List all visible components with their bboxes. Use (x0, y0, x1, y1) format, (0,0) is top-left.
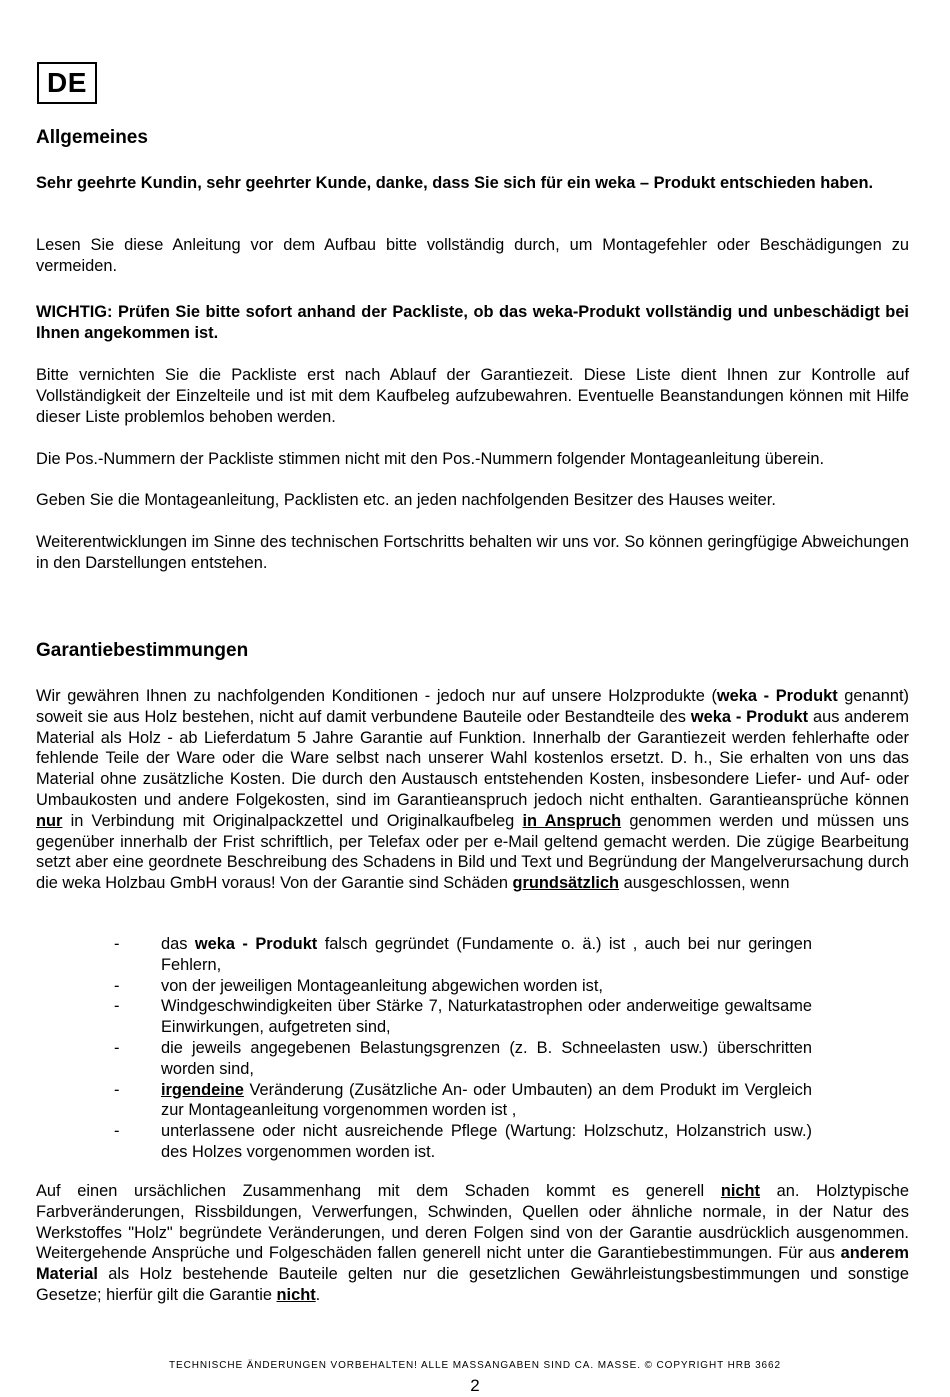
intro-paragraph: Lesen Sie diese Anleitung vor dem Aufbau bitte vollständig durch, um Montagefehler oder Beschädigungen zu vermeiden. (36, 236, 909, 275)
list-item: - Windgeschwindigkeiten über Stärke 7, Naturkatastrophen oder anderweitige gewaltsame Einwirkungen, aufgetreten sind, (110, 996, 812, 1038)
handover-paragraph: Geben Sie die Montageanleitung, Packlisten etc. an jeden nachfolgenden Besitzer des Hauses weiter. (36, 491, 776, 509)
section-heading-allgemeines: Allgemeines (36, 127, 148, 148)
list-item: - die jeweils angegebenen Belastungsgrenzen (z. B. Schneelasten usw.) überschritten worden sind, (110, 1038, 812, 1080)
section-heading-garantie: Garantiebestimmungen (36, 640, 249, 661)
page-number: 2 (470, 1376, 480, 1395)
warranty-intro-paragraph: Wir gewähren Ihnen zu nachfolgenden Konditionen - jedoch nur auf unsere Holzprodukte (weka - Produkt genannt) soweit sie aus Holz bestehen, nicht auf damit verbundene Bauteile oder Bestandteile des weka - Produkt aus anderem Material als Holz - ab Lieferdatum 5 Jahre Garantie auf Funktion. Innerhalb der Garantiezeit werden fehlerhafte oder fehlende Teile der Ware oder die Ware selbst nach unserer Wahl kostenlos ersetzt. D. h., Sie erhalten von uns das Material ohne zusätzliche Kosten. Die durch den Austausch entstehenden Kosten, insbesondere Liefer- und Auf- oder Umbaukosten und andere Folgekosten, sind im Garantieanspruch jedoch nicht enthalten. Garantieansprüche können nur in Verbindung mit Originalpackzettel und Originalkaufbeleg in Anspruch genommen werden und müssen uns gegenüber innerhalb der Frist schriftlich, per Telefax oder per e-Mail geltend gemacht werden. Die zügige Bearbeitung setzt aber eine geordnete Beschreibung des Schadens in Bild und Text und Begründung der Mangelverursachung durch die weka Holzbau GmbH voraus! Von der Garantie sind Schäden grundsätzlich ausgeschlossen, wenn (36, 687, 909, 893)
greeting-paragraph: Sehr geehrte Kundin, sehr geehrter Kunde, danke, dass Sie sich für ein weka – Produkt entschieden haben. (36, 174, 874, 192)
warranty-closing-paragraph: Auf einen ursächlichen Zusammenhang mit dem Schaden kommt es generell nicht an. Holztypische Farbveränderungen, Rissbildungen, Verwerfungen, Schwinden, Quellen oder ähnliche normale, in der Natur des Werkstoffes "Holz" begründete Veränderungen, und deren Folgen sind von der Garantie ausdrücklich ausgenommen. Weitergehende Ansprüche und Folgeschäden fallen generell nicht unter die Garantiebestimmungen. Für aus anderem Material als Holz bestehende Bauteile gelten nur die gesetzlichen Gewährleistungsbestimmungen und sonstige Gesetze; hierfür gilt die Garantie nicht. (36, 1182, 910, 1304)
list-item: - unterlassene oder nicht ausreichende Pflege (Wartung: Holzschutz, Holzanstrich usw.) des Holzes vorgenommen worden ist. (110, 1121, 812, 1163)
list-item: - von der jeweiligen Montageanleitung abgewichen worden ist, (110, 976, 812, 997)
exclusion-list (110, 934, 812, 1163)
packing-list-paragraph: Bitte vernichten Sie die Packliste erst nach Ablauf der Garantiezeit. Diese Liste dient Ihnen zur Kontrolle auf Vollständigkeit der Einzelteile und ist mit dem Kaufbeleg aufzubewahren. Eventuelle Beanstandungen können mit Hilfe dieser Liste problemlos behoben werden. (36, 366, 909, 426)
list-item: - irgendeine Veränderung (Zusätzliche An- oder Umbauten) an dem Produkt im Vergleich zur Montageanleitung vorgenommen worden ist , (110, 1080, 812, 1122)
list-item: - das weka - Produkt falsch gegründet (Fundamente o. ä.) ist , auch bei nur geringen Fehlern, (110, 934, 812, 976)
pos-numbers-paragraph: Die Pos.-Nummern der Packliste stimmen nicht mit den Pos.-Nummern folgender Montageanleitung überein. (36, 450, 825, 468)
language-badge: DE (37, 62, 97, 104)
page-footer: TECHNISCHE ÄNDERUNGEN VORBEHALTEN! ALLE MASSANGABEN SIND CA. MASSE. © COPYRIGHT HRB 3662 (169, 1360, 781, 1371)
important-notice: WICHTIG: Prüfen Sie bitte sofort anhand der Packliste, ob das weka-Produkt vollständig und unbeschädigt bei Ihnen angekommen ist. (36, 303, 909, 342)
development-paragraph: Weiterentwicklungen im Sinne des technischen Fortschritts behalten wir uns vor. So können geringfügige Abweichungen in den Darstellungen entstehen. (36, 533, 909, 572)
